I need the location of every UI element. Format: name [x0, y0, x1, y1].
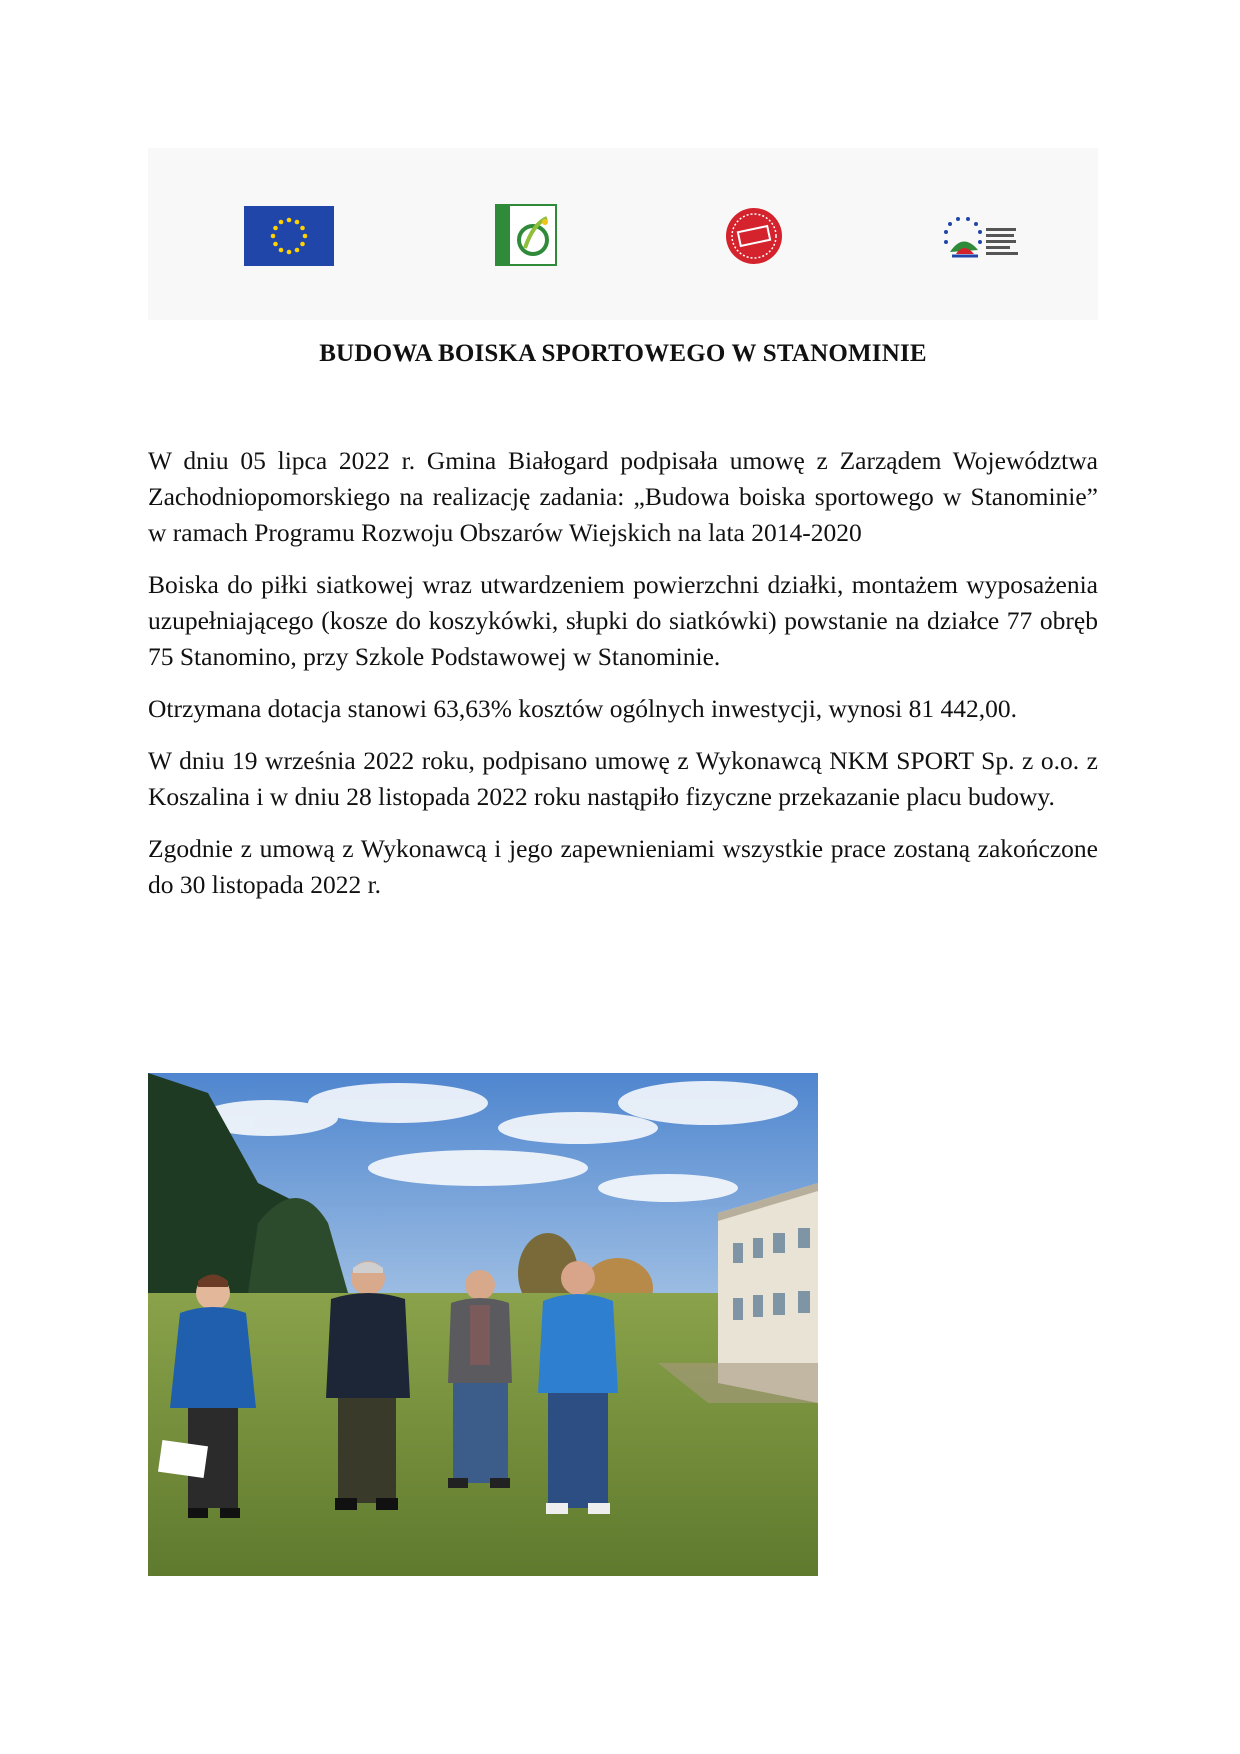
eu-flag-icon	[244, 206, 334, 266]
paragraph: Zgodnie z umową z Wykonawcą i jego zapewnieniami wszystkie prace zostaną zakończone do 30 listopada 2022 r.	[148, 834, 1098, 899]
sila-w-grupie-logo-icon	[724, 206, 784, 266]
paragraph: W dniu 05 lipca 2022 r. Gmina Białogard podpisała umowę z Zarządem Województwa Zachodniopomorskiego na realizację zadania: „Budowa boiska sportowego w Stanominie” w ramach Programu Rozwoju Obszarów Wiejskich na lata 2014-2020	[148, 446, 1098, 547]
logo-strip	[148, 148, 1098, 320]
paragraph: W dniu 19 września 2022 roku, podpisano umowę z Wykonawcą NKM SPORT Sp. z o.o. z Koszalina i w dniu 28 listopada 2022 roku nastąpiło fizyczne przekazanie placu budowy.	[148, 746, 1098, 811]
photo-four-people-on-field	[148, 1073, 818, 1576]
paragraph: Otrzymana dotacja stanowi 63,63% kosztów ogólnych inwestycji, wynosi 81 442,00.	[148, 694, 1017, 723]
prow-logo-icon	[938, 214, 1030, 264]
leader-logo-icon	[495, 204, 557, 266]
page-title: BUDOWA BOISKA SPORTOWEGO W STANOMINIE	[319, 340, 927, 367]
body-text	[148, 443, 1098, 919]
paragraph: Boiska do piłki siatkowej wraz utwardzeniem powierzchni działki, montażem wyposażenia uzupełniającego (kosze do koszykówki, słupki do siatkówki) powstanie na działce 77 obręb 75 Stanomino, przy Szkole Podstawowej w Stanominie.	[148, 570, 1098, 671]
